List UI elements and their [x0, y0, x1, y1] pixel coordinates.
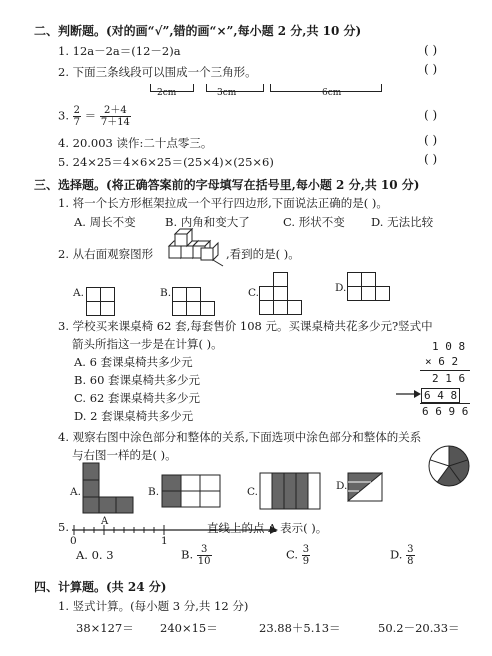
answer-paren[interactable]: ( ): [424, 152, 438, 166]
fraction-left: $\frac{2}{7}$: [73, 105, 81, 128]
fraction-right: $\frac{2+4}{7+14}$: [100, 105, 130, 128]
calc-item: 50.2－20.33＝: [378, 621, 460, 635]
choice-q5-option-d[interactable]: D. $\frac{3}{8}$: [390, 544, 414, 567]
choice-q4-option-a[interactable]: A.: [70, 486, 81, 498]
equals-sign: ＝: [84, 108, 97, 123]
choice-q1-option-d[interactable]: D. 无法比较: [371, 215, 434, 229]
option-b-figure: [161, 474, 221, 508]
choice-q5-text: 直线上的点 A 表示( )。: [207, 521, 328, 535]
choice-q4-option-b[interactable]: B.: [148, 486, 160, 498]
option-a-figure: [82, 462, 134, 514]
choice-q1: 1. 将一个长方形框架拉成一个平行四边形,下面说法正确的是( )。: [58, 196, 388, 210]
choice-q4-option-c[interactable]: C.: [247, 486, 258, 498]
cube-stack-figure: [161, 228, 225, 268]
tick-label-1: 1: [161, 535, 168, 547]
answer-paren[interactable]: ( ): [424, 43, 438, 57]
answer-paren[interactable]: ( ): [424, 108, 438, 122]
judge-q5: 5. 24×25＝4×6×25＝(25×4)×(25×6): [58, 155, 274, 169]
choice-q2-option-a[interactable]: A.: [73, 287, 84, 299]
calc-line-boxed: 6 4 8: [421, 388, 460, 403]
calc-line: × 6 2: [425, 355, 459, 368]
judge-q1: 1. 12a－2a＝(12－2)a: [58, 44, 181, 58]
option-c-figure: [259, 472, 321, 510]
choice-q2-option-c[interactable]: C.: [248, 287, 259, 299]
judge-q4: 4. 20.003 读作:二十点零三。: [58, 136, 213, 150]
calc-line: 2 1 6: [432, 372, 466, 385]
choice-q3-line2: 箭头所指这一步是在计算( )。: [72, 337, 223, 351]
choice-q2-text-a: 2. 从右面观察图形: [58, 247, 154, 261]
calc-item: 38×127＝: [76, 621, 134, 635]
choice-q2-option-d[interactable]: D.: [335, 282, 347, 294]
answer-paren[interactable]: ( ): [424, 133, 438, 147]
choice-q3-option-a[interactable]: A. 6 套课桌椅共多少元: [74, 355, 193, 369]
choice-q1-option-b[interactable]: B. 内角和变大了: [165, 215, 250, 229]
choice-q4-line2: 与右图一样的是( )。: [72, 448, 177, 462]
section-judgment-title: 二、判断题。(对的画“√”,错的画“×”,每小题 2 分,共 10 分): [34, 24, 362, 38]
choice-q5-option-b[interactable]: B. $\frac{3}{10}$: [181, 544, 211, 567]
choice-q5-option-c[interactable]: C. $\frac{3}{9}$: [286, 544, 310, 567]
choice-q3-option-b[interactable]: B. 60 套课桌椅共多少元: [74, 373, 201, 387]
choice-q2-text-b: ,看到的是( )。: [226, 247, 300, 261]
calc-line: 6 6 9 6: [422, 405, 469, 418]
choice-q3-line1: 3. 学校买来课桌椅 62 套,每套售价 108 元。买课桌椅共花多少元?竖式中: [58, 319, 433, 333]
q3-number: 3.: [58, 108, 69, 123]
segment-label: 3cm: [217, 88, 237, 98]
tick-label-0: 0: [70, 535, 77, 547]
answer-paren[interactable]: ( ): [424, 62, 438, 76]
choice-q1-option-c[interactable]: C. 形状不变: [283, 215, 345, 229]
section-choice-title: 三、选择题。(将正确答案前的字母填写在括号里,每小题 2 分,共 10 分): [34, 178, 420, 192]
choice-q5-number: 5.: [58, 520, 69, 534]
tick-label-a: A: [101, 516, 109, 527]
segment-label: 2cm: [157, 88, 177, 98]
choice-q4-option-d[interactable]: D.: [336, 480, 348, 492]
option-d-figure: [347, 472, 383, 502]
choice-q3-option-c[interactable]: C. 62 套课桌椅共多少元: [74, 391, 200, 405]
choice-q4-line1: 4. 观察右图中涂色部分和整体的关系,下面选项中涂色部分和整体的关系: [58, 430, 422, 444]
section-calc-title: 四、计算题。(共 24 分): [34, 580, 167, 594]
choice-q2-option-b[interactable]: B.: [160, 287, 172, 299]
calc-item: 23.88＋5.13＝: [259, 621, 341, 635]
judge-q3: [58, 105, 131, 128]
calc-line: 1 0 8: [432, 340, 466, 353]
number-line-ticks: [70, 524, 180, 538]
calc-item: 240×15＝: [160, 621, 218, 635]
choice-q3-option-d[interactable]: D. 2 套课桌椅共多少元: [74, 409, 194, 423]
segment-label: 6cm: [322, 88, 342, 98]
choice-q5-option-a[interactable]: A. 0. 3: [76, 548, 114, 562]
shaded-circle-figure: [427, 444, 471, 488]
judge-q2: 2. 下面三条线段可以围成一个三角形。: [58, 65, 257, 79]
calc-subtitle: 1. 竖式计算。(每小题 3 分,共 12 分): [58, 599, 249, 613]
choice-q1-option-a[interactable]: A. 周长不变: [74, 215, 136, 229]
arrow-right-icon: [396, 388, 422, 400]
